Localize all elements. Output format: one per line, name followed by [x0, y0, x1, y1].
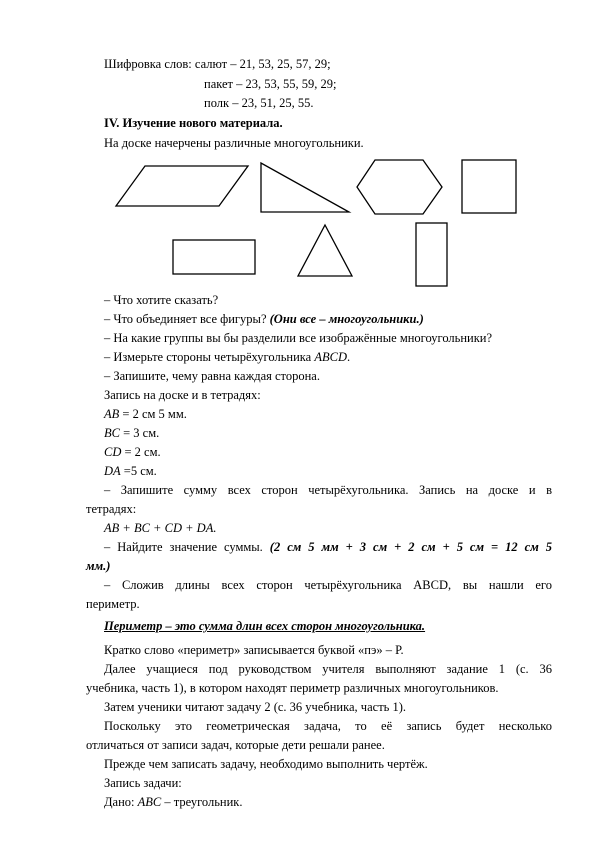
- paragraph-4-line-2: отличаться от записи задач, которые дети решали ранее.: [86, 738, 385, 752]
- record-da-value: =5 см.: [120, 464, 157, 478]
- rectangle-horizontal-shape: [173, 240, 255, 274]
- paragraph-7: [104, 794, 243, 810]
- paragraph-3: Затем ученики читают задачу 2 (с. 36 учебника, часть 1).: [104, 700, 407, 714]
- cipher-word-2: пакет – 23, 53, 55, 59, 29;: [204, 77, 337, 91]
- record-bc: [104, 425, 159, 441]
- question-2: [104, 311, 424, 327]
- sum-formula: AB + BC + CD + DA.: [104, 521, 217, 535]
- question-4-figure-name: ABCD: [314, 350, 347, 364]
- record-cd: [104, 444, 161, 460]
- paragraph-2-line-2: учебника, часть 1), в котором находят периметр различных многоугольников.: [86, 681, 499, 695]
- right-triangle-shape: [261, 163, 349, 212]
- paragraph-5: Прежде чем записать задачу, необходимо выполнить чертёж.: [104, 757, 428, 771]
- hexagon-shape: [357, 160, 442, 214]
- conclusion-line-2: периметр.: [86, 597, 140, 611]
- sum-instruction-line-1: – Запишите сумму всех сторон четырёхугольника. Запись на доске и в: [104, 483, 552, 497]
- record-da-name: DA: [104, 464, 121, 478]
- paragraph-7-end: – треугольник.: [161, 795, 243, 809]
- record-bc-name: BC: [104, 426, 120, 440]
- section-intro: На доске начерчены различные многоугольники.: [104, 136, 364, 150]
- question-1: – Что хотите сказать?: [104, 293, 219, 307]
- perimeter-definition: Периметр – это сумма длин всех сторон многоугольника.: [104, 619, 426, 633]
- cipher-label: Шифровка слов:: [104, 57, 192, 71]
- question-5: – Запишите, чему равна каждая сторона.: [104, 369, 320, 383]
- paragraph-7-text: Дано:: [104, 795, 138, 809]
- section-title: IV. Изучение нового материала.: [104, 116, 283, 130]
- rectangle-vertical-shape: [416, 223, 447, 286]
- conclusion-line-1: – Сложив длины всех сторон четырёхугольника ABCD, вы нашли его: [104, 578, 552, 592]
- sum-find-line-1: [104, 539, 552, 555]
- paragraph-4-line-1: Поскольку это геометрическая задача, то её запись будет несколько: [104, 719, 552, 733]
- sum-find-text: – Найдите значение суммы.: [104, 540, 270, 554]
- question-2-answer: (Они все – многоугольники.): [269, 312, 424, 326]
- sum-find-answer-cont: мм.): [86, 559, 111, 573]
- cipher-word-1: салют – 21, 53, 25, 57, 29;: [194, 57, 331, 71]
- record-bc-value: = 3 см.: [119, 426, 160, 440]
- cipher-word-3: полк – 23, 51, 25, 55.: [204, 96, 314, 110]
- question-2-text: – Что объединяет все фигуры?: [104, 312, 270, 326]
- record-cd-value: = 2 см.: [121, 445, 161, 459]
- question-4: [104, 349, 350, 365]
- record-cd-name: CD: [104, 445, 122, 459]
- paragraph-6: Запись задачи:: [104, 776, 182, 790]
- record-ab: [104, 406, 187, 422]
- record-label: Запись на доске и в тетрадях:: [104, 388, 261, 402]
- record-ab-name: AB: [104, 407, 120, 421]
- sum-find-answer: (2 см 5 мм + 3 см + 2 см + 5 см = 12 см 5: [269, 540, 552, 554]
- question-4-end: .: [346, 350, 351, 364]
- square-shape: [462, 160, 516, 213]
- triangle-shape: [298, 225, 352, 276]
- record-da: [104, 463, 157, 479]
- parallelogram-shape: [116, 166, 248, 206]
- sum-instruction-line-2: тетрадях:: [86, 502, 137, 516]
- paragraph-1: Кратко слово «периметр» записывается буквой «пэ» – Р.: [104, 643, 404, 657]
- paragraph-2-line-1: Далее учащиеся под руководством учителя выполняют задание 1 (с. 36: [104, 662, 552, 676]
- record-ab-value: = 2 см 5 мм.: [119, 407, 187, 421]
- question-3: – На какие группы вы бы разделили все изображённые многоугольники?: [104, 331, 493, 345]
- question-4-text: – Измерьте стороны четырёхугольника: [104, 350, 315, 364]
- paragraph-7-figure-name: ABC: [137, 795, 162, 809]
